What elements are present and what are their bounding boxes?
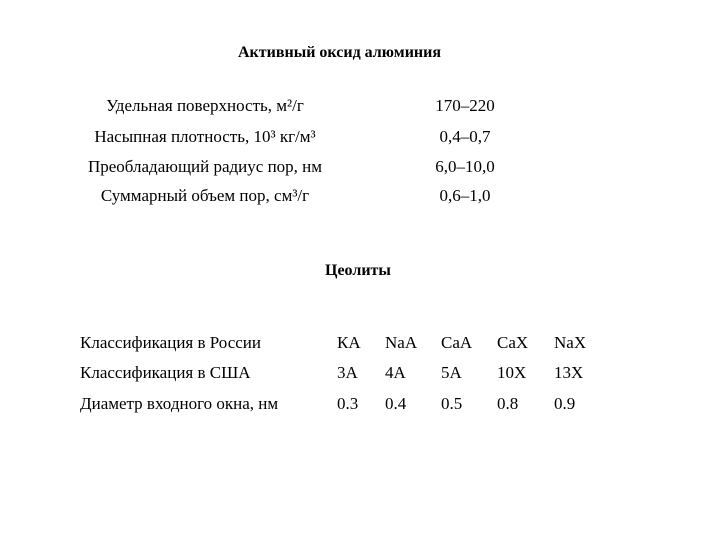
zeolites-title: Цеолиты [325,262,391,279]
table-cell: 10X [497,363,527,382]
table-cell: CaA [441,333,473,352]
property-value-pore-volume: 0,6–1,0 [439,186,491,205]
table-cell: NaX [554,333,587,352]
property-label-bulk-density: Насыпная плотность, 10³ кг/м³ [94,127,316,146]
table-cell: 0.5 [441,394,463,413]
table-cell: 0.3 [337,394,359,413]
table-cell: КА [337,333,361,352]
table-cell: 13X [554,363,584,382]
zeolite-row-label-usa: Классификация в США [80,363,251,382]
table-cell: CaX [497,333,529,352]
table-cell: 5A [441,363,462,382]
property-value-bulk-density: 0,4–0,7 [439,127,491,146]
table-cell: 3A [337,363,358,382]
zeolite-row-label-window-diameter: Диаметр входного окна, нм [80,394,279,413]
property-value-pore-radius: 6,0–10,0 [435,157,495,176]
table-cell: 0.4 [385,394,407,413]
alumina-title: Активный оксид алюминия [238,44,441,61]
zeolite-row-label-russia: Классификация в России [80,333,261,352]
property-label-pore-radius: Преобладающий радиус пор, нм [87,157,323,176]
table-cell: NaA [385,333,418,352]
table-cell: 0.8 [497,394,519,413]
property-value-specific-surface: 170–220 [435,96,495,115]
table-cell: 0.9 [554,394,576,413]
property-label-pore-volume: Суммарный объем пор, см³/г [100,186,310,205]
property-label-specific-surface: Удельная поверхность, м²/г [106,96,304,115]
table-cell: 4A [385,363,406,382]
